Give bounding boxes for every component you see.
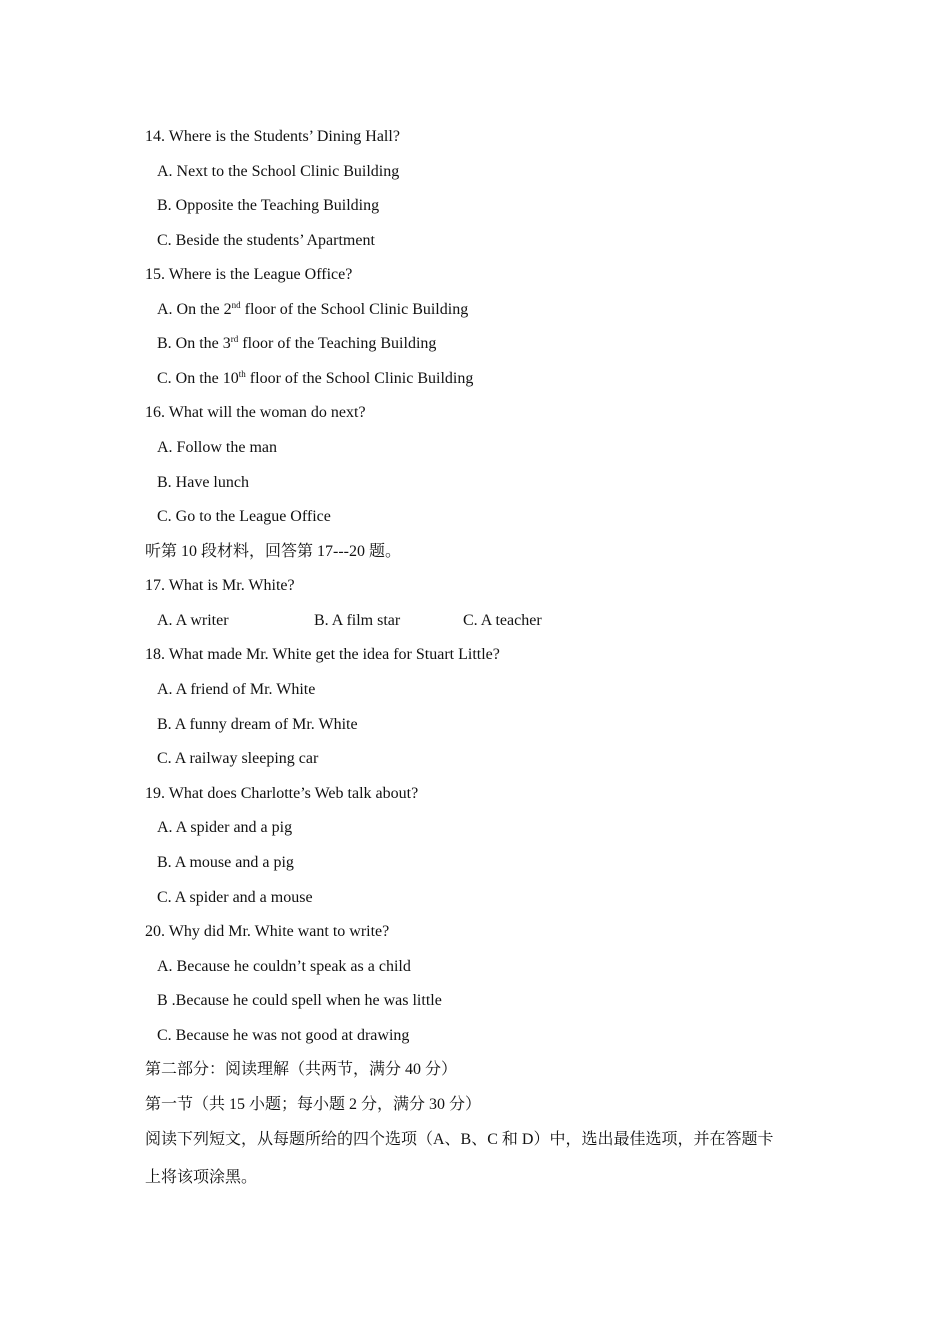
question-18-option-b: B. A funny dream of Mr. White xyxy=(157,716,358,733)
question-16-option-b: B. Have lunch xyxy=(157,474,249,491)
section-1-title: 第一节（共 15 小题；每小题 2 分，满分 30 分） xyxy=(145,1096,482,1113)
question-17-option-c: C. A teacher xyxy=(463,612,542,629)
ordinal-suffix: nd xyxy=(231,300,241,310)
question-18-option-c: C. A railway sleeping car xyxy=(157,750,319,767)
question-19-stem: 19. What does Charlotte’s Web talk about? xyxy=(145,785,419,802)
option-text: A. On the 2 xyxy=(157,301,232,318)
question-15-option-c xyxy=(157,369,473,389)
question-15-option-b xyxy=(157,334,436,354)
listening-instruction: 听第 10 段材料，回答第 17---20 题。 xyxy=(145,543,401,560)
reading-instruction-line-2: 上将该项涂黑。 xyxy=(145,1169,258,1186)
question-17-option-b: B. A film star xyxy=(314,612,401,629)
question-19-option-c: C. A spider and a mouse xyxy=(157,889,313,906)
question-18-stem: 18. What made Mr. White get the idea for Stuart Little? xyxy=(145,646,500,663)
ordinal-suffix: rd xyxy=(230,334,239,344)
option-text: C. On the 10 xyxy=(157,370,239,387)
question-16-option-a: A. Follow the man xyxy=(157,439,277,456)
option-text: floor of the School Clinic Building xyxy=(245,370,474,387)
question-15-stem: 15. Where is the League Office? xyxy=(145,266,353,283)
question-16-option-c: C. Go to the League Office xyxy=(157,508,331,525)
question-16-stem: 16. What will the woman do next? xyxy=(145,404,366,421)
question-14-option-c: C. Beside the students’ Apartment xyxy=(157,232,375,249)
question-15-option-a xyxy=(157,300,468,320)
question-14-stem: 14. Where is the Students’ Dining Hall? xyxy=(145,128,400,145)
question-20-stem: 20. Why did Mr. White want to write? xyxy=(145,923,390,940)
option-text: B. On the 3 xyxy=(157,335,231,352)
part-2-title: 第二部分：阅读理解（共两节，满分 40 分） xyxy=(145,1061,458,1078)
question-17-option-a: A. A writer xyxy=(157,612,229,629)
option-text: floor of the School Clinic Building xyxy=(240,301,469,318)
question-18-option-a: A. A friend of Mr. White xyxy=(157,681,316,698)
ordinal-suffix: th xyxy=(238,369,246,379)
option-text: floor of the Teaching Building xyxy=(238,335,437,352)
question-14-option-b: B. Opposite the Teaching Building xyxy=(157,197,380,214)
question-17-options xyxy=(157,611,657,631)
question-14-option-a: A. Next to the School Clinic Building xyxy=(157,163,400,180)
question-20-option-a: A. Because he couldn’t speak as a child xyxy=(157,958,411,975)
question-19-option-b: B. A mouse and a pig xyxy=(157,854,294,871)
question-19-option-a: A. A spider and a pig xyxy=(157,819,293,836)
reading-instruction-line-1: 阅读下列短文，从每题所给的四个选项（A、B、C 和 D）中，选出最佳选项，并在答题卡 xyxy=(145,1131,774,1148)
question-17-stem: 17. What is Mr. White? xyxy=(145,577,295,594)
question-20-option-c: C. Because he was not good at drawing xyxy=(157,1027,410,1044)
question-20-option-b: B .Because he could spell when he was little xyxy=(157,992,442,1009)
